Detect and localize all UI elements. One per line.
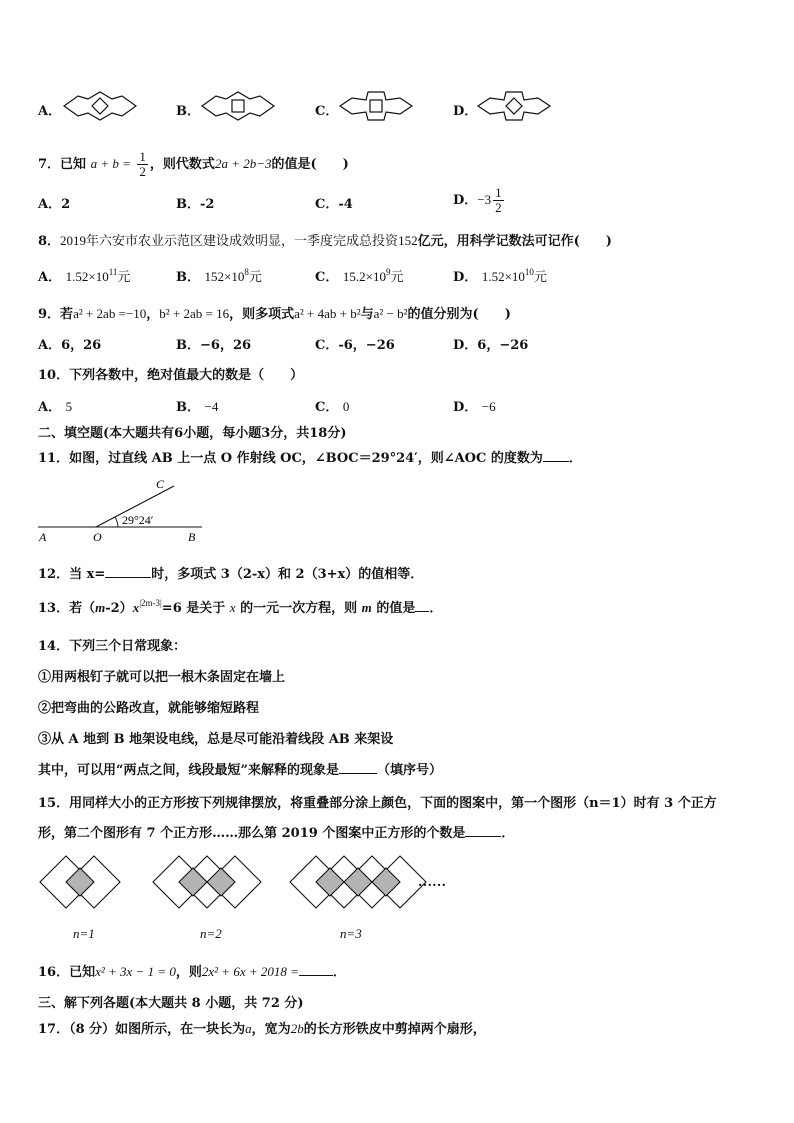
pattern-n2	[153, 856, 261, 908]
q7-option-a: A．2	[38, 197, 71, 212]
q9-option-d: D．6，−26	[453, 338, 529, 353]
q7-option-b: B．-2	[176, 197, 215, 212]
q9-option-a: A．6，26	[38, 338, 102, 353]
q11-angle-figure	[36, 474, 206, 544]
q7-option-c: C．-4	[315, 197, 353, 212]
q10-option-a: A． 5	[38, 399, 73, 415]
q10-stem: 10．下列各数中，绝对值最大的数是（ ）	[38, 368, 304, 383]
q15-label-n1: n=1	[73, 926, 95, 941]
q8-option-c: C． $15.2\times 10^9$元	[315, 267, 404, 285]
q10-option-d: D． −6	[453, 399, 496, 415]
q9-stem: 9．若a² + 2ab =−10，b² + 2ab = 16，则多项式a² + 4ab + b²与a² − b²的值分别为( )	[38, 306, 511, 322]
q8-stem: 8．2019年六安市农业示范区建设成效明显，一季度完成总投资152亿元，用科学记数法可记作( )	[38, 233, 612, 249]
q9-option-b: B．−6，26	[176, 338, 252, 353]
q8-option-d: D． $1.52\times 10^{10}$元	[453, 267, 547, 285]
q11-stem: 11．如图，过直线 AB 上一点 O 作射线 OC，∠BOC＝29°24′，则∠AOC 的度数为 ．	[38, 451, 582, 466]
q15-pattern-figure	[38, 854, 478, 916]
q6-option-a-letter: A．	[38, 104, 62, 119]
q10-option-c: C． 0	[315, 399, 350, 415]
q6-option-d-letter: D．	[453, 104, 478, 119]
q7-option-d: D．−3 $\frac{1}{2}$	[453, 185, 502, 215]
q16-stem: 16．已知x² + 3x − 1 = 0，则2x² + 6x + 2018 = ．	[38, 964, 346, 980]
section-2-heading: 二、填空题(本大题共有6小题，每小题3分，共18分)	[38, 426, 347, 441]
q6-option-d-figure	[476, 88, 552, 124]
q15-label-n3: n=3	[340, 926, 362, 941]
q13-stem: 13．若$(m-2)x^{|2m-3|}=6$ 是关于 x 的一元一次方程，则 m 的值是 ．	[38, 598, 443, 616]
q10-option-b: B． −4	[176, 399, 219, 415]
q11-angle-label: 29°24′	[122, 513, 154, 527]
q14-stem: 14．下列三个日常现象：	[38, 639, 187, 654]
q6-option-a-figure	[62, 90, 138, 122]
q14-item-2: ②把弯曲的公路改直，就能够缩短路程	[38, 701, 260, 716]
q15-dots: ……	[418, 875, 446, 890]
q11-label-a: A	[39, 530, 47, 544]
q15-line-2: 形，第二个图形有 7 个正方形……那么第 2019 个图案中正方形的个数是 ．	[38, 826, 515, 841]
q14-question: 其中，可以用“两点之间，线段最短”来解释的现象是 （填序号）	[38, 763, 442, 778]
pattern-n1	[40, 856, 120, 908]
section-3-heading: 三、解下列各题(本大题共 8 小题，共 72 分)	[38, 996, 304, 1011]
q8-option-a: A． $1.52\times 10^{11}$元	[38, 267, 131, 285]
q11-label-o: O	[93, 530, 102, 544]
q14-item-1: ①用两根钉子就可以把一根木条固定在墙上	[38, 670, 286, 685]
q11-label-c: C	[156, 477, 165, 491]
q6-option-b-letter: B．	[176, 104, 200, 119]
q11-label-b: B	[188, 530, 196, 544]
q6-option-c-figure	[338, 88, 414, 124]
q12-stem: 12．当 x= 时，多项式 3（2-x）和 2（3+x）的值相等．	[38, 567, 424, 582]
q17-stem: 17．（8 分）如图所示，在一块长为a，宽为2b的长方形铁皮中剪掉两个扇形，	[38, 1021, 486, 1037]
q6-option-b-figure	[200, 90, 276, 122]
q7-fraction: $\frac{1}{2}$	[139, 149, 146, 179]
q14-item-3: ③从 A 地到 B 地架设电线，总是尽可能沿着线段 AB 来架设	[38, 732, 394, 747]
q15-line-1: 15．用同样大小的正方形按下列规律摆放，将重叠部分涂上颜色，下面的图案中，第一个图形（n＝1）时有 3 个正方	[38, 796, 717, 811]
q6-option-c-letter: C．	[315, 104, 339, 119]
pattern-n3	[290, 856, 426, 908]
q7-stem: 7．已知 a + b = $\frac{1}{2}$ ，则代数式2a + 2b−3的值是( )	[38, 149, 349, 179]
q8-option-b: B． $152\times 10^8$元	[176, 267, 262, 285]
q9-option-c: C．-6，−26	[315, 338, 395, 353]
q15-label-n2: n=2	[200, 926, 222, 941]
